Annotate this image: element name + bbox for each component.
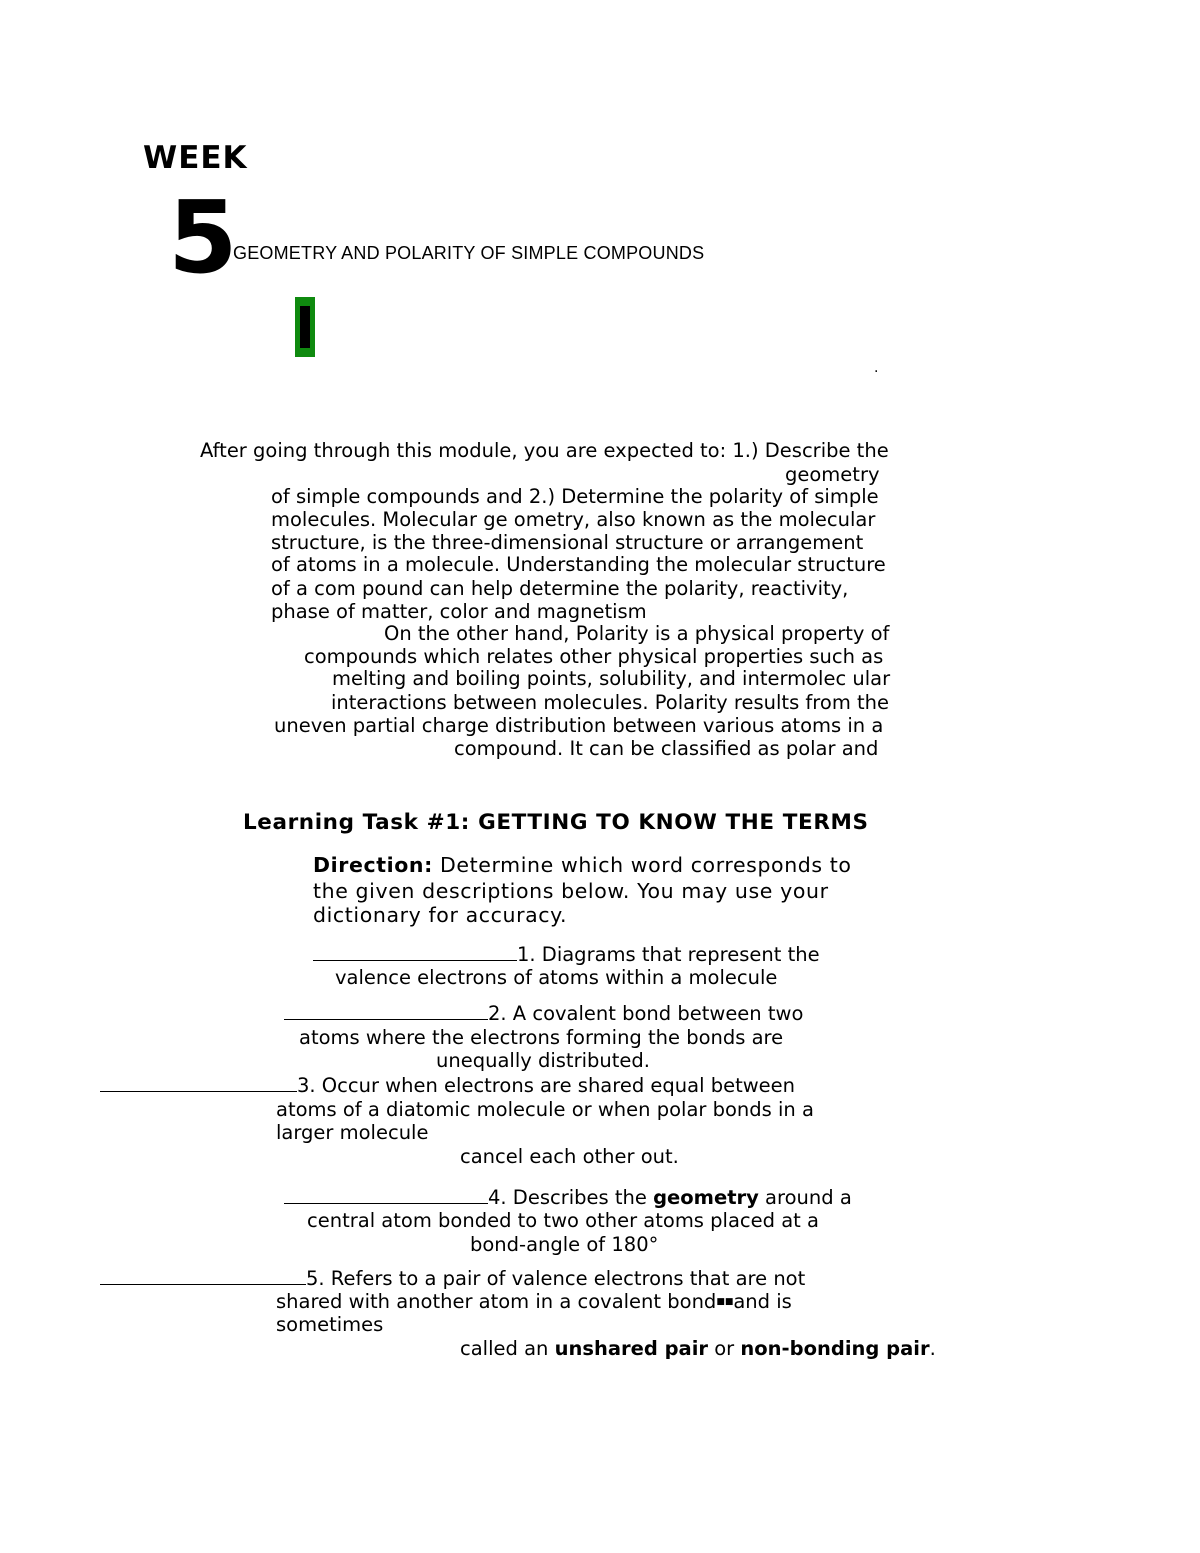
question-3-line: atoms of a diatomic molecule or when polar bonds in a	[276, 1098, 814, 1121]
question-4	[284, 1186, 852, 1209]
intro-line: uneven partial charge distribution between various atoms in a	[274, 714, 884, 737]
intro-line: of a com pound can help determine the polarity, reactivity,	[271, 577, 849, 600]
question-5-text: 5. Refers to a pair of valence electrons that are not	[306, 1267, 806, 1290]
direction-line	[313, 853, 852, 878]
intro-line: On the other hand, Polarity is a physical property of	[384, 622, 890, 645]
question-3-line: larger molecule	[276, 1121, 429, 1144]
question-3-line: cancel each other out.	[460, 1145, 679, 1168]
learning-task-title: Learning Task #1: GETTING TO KNOW THE TERMS	[243, 810, 869, 835]
question-2	[284, 1002, 803, 1025]
page-title: GEOMETRY AND POLARITY OF SIMPLE COMPOUNDS	[233, 243, 705, 263]
answer-blank-2[interactable]	[284, 1003, 488, 1020]
question-1	[313, 943, 820, 966]
question-3	[100, 1074, 795, 1097]
intro-line: After going through this module, you are expected to: 1.) Describe the	[200, 439, 889, 462]
intro-line: interactions between molecules. Polarity results from the	[331, 691, 890, 714]
direction-label: Direction:	[313, 853, 433, 877]
answer-blank-3[interactable]	[100, 1075, 297, 1092]
stray-dot: .	[874, 360, 879, 376]
question-4-line: bond-angle of 180°	[470, 1233, 659, 1256]
question-5	[100, 1267, 805, 1290]
question-3-text: 3. Occur when electrons are shared equal between	[297, 1074, 796, 1097]
question-5-bold-1: unshared pair	[554, 1337, 709, 1360]
answer-blank-4[interactable]	[284, 1187, 488, 1204]
direction-line: dictionary for accuracy.	[313, 903, 568, 927]
question-5-line-text: shared with another atom in a covalent bond	[276, 1290, 717, 1313]
week-label: WEEK	[143, 140, 248, 176]
stray-glyph: ■■	[716, 1297, 734, 1307]
question-4-line: central atom bonded to two other atoms placed at a	[307, 1209, 819, 1232]
question-4-text-a: 4. Describes the	[488, 1186, 654, 1209]
question-4-bold: geometry	[653, 1186, 759, 1209]
intro-line: melting and boiling points, solubility, and intermolec ular	[332, 667, 891, 690]
intro-line: compound. It can be classified as polar and	[454, 737, 879, 760]
direction-line: the given descriptions below. You may use your	[313, 879, 829, 903]
question-5-line-tail: and is	[733, 1290, 792, 1313]
question-1-line: valence electrons of atoms within a molecule	[335, 966, 778, 989]
question-5-last-end: .	[929, 1337, 936, 1360]
question-2-line: unequally distributed.	[436, 1049, 650, 1072]
question-2-text: 2. A covalent bond between two	[488, 1002, 804, 1025]
marker-letter-box	[295, 297, 315, 357]
intro-line: phase of matter, color and magnetism	[271, 600, 647, 623]
intro-line: of simple compounds and 2.) Determine the polarity of simple	[271, 485, 879, 508]
week-number: 5	[168, 179, 238, 296]
answer-blank-1[interactable]	[313, 944, 517, 961]
answer-blank-5[interactable]	[100, 1268, 306, 1285]
intro-line: of atoms in a molecule. Understanding the molecular structure	[271, 553, 886, 576]
intro-line: structure, is the three-dimensional structure or arrangement	[271, 531, 864, 554]
intro-line: molecules. Molecular ge ometry, also known as the molecular	[271, 508, 876, 531]
intro-line: geometry	[785, 463, 880, 486]
intro-line: compounds which relates other physical properties such as	[304, 645, 884, 668]
question-1-text: 1. Diagrams that represent the	[517, 943, 820, 966]
marker-letter-bar	[300, 306, 310, 348]
question-4-text-b: around a	[758, 1186, 852, 1209]
question-5-line: sometimes	[276, 1313, 384, 1336]
direction-text: Determine which word corresponds to	[440, 853, 852, 877]
question-2-line: atoms where the electrons forming the bonds are	[299, 1026, 784, 1049]
question-5-line	[460, 1337, 936, 1360]
question-5-line	[276, 1290, 792, 1314]
question-5-last-mid: or	[708, 1337, 741, 1360]
question-5-last-a: called an	[460, 1337, 555, 1360]
question-5-bold-2: non-bonding pair	[740, 1337, 930, 1360]
